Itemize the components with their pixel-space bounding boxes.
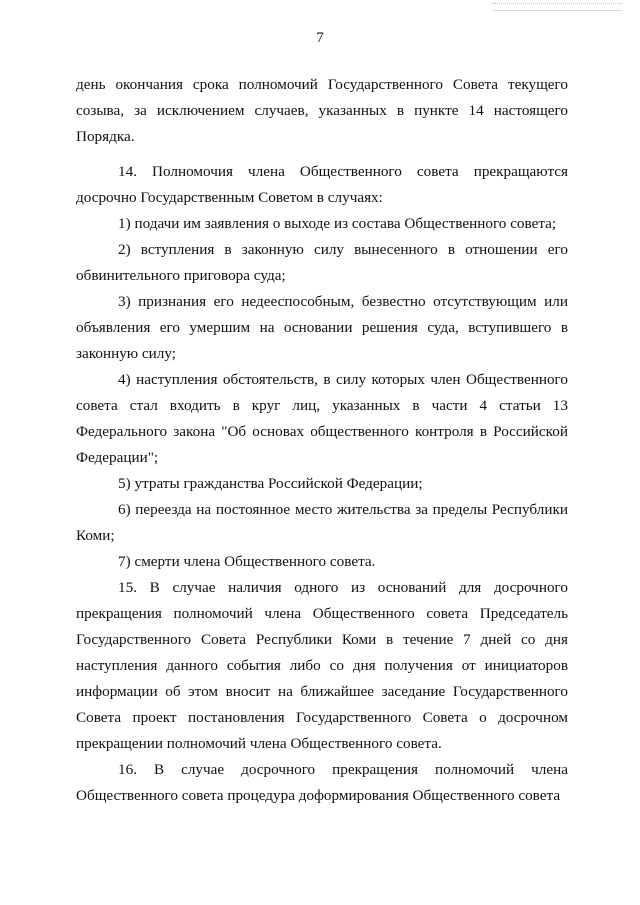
list-item-2: 2) вступления в законную силу вынесенного в отношении его обвинительного приговора суда; <box>76 241 568 284</box>
page-number: 7 <box>316 30 324 46</box>
list-item-6: 6) переезда на постоянное место жительства за пределы Республики Коми; <box>76 501 568 544</box>
list-item-5: 5) утраты гражданства Российской Федерации; <box>118 475 423 492</box>
paragraph-15: 15. В случае наличия одного из оснований для досрочного прекращения полномочий члена Общественного совета Председатель Государственного Совета Республики Коми в течение 7 дней со дня наступления данного события либо со дня получения от инициаторов информации об этом вносит на ближайшее заседание Государственного Совета проект постановления Государственного Совета о досрочном прекращении полномочий члена Общественного совета. <box>76 579 568 752</box>
paragraph-continuation: день окончания срока полномочий Государственного Совета текущего созыва, за исключением случаев, указанных в пункте 14 настоящего Порядка. <box>76 76 568 145</box>
list-item-3: 3) признания его недееспособным, безвестно отсутствующим или объявления его умершим на основании решения суда, вступившего в законную силу; <box>76 293 568 362</box>
header-stamp <box>492 3 622 11</box>
list-item-4: 4) наступления обстоятельств, в силу которых член Общественного совета стал входить в круг лиц, указанных в части 4 статьи 13 Федерального закона "Об основах общественного контроля в Российской Федерации"; <box>76 371 568 466</box>
document-body <box>76 72 568 809</box>
list-item-7: 7) смерти члена Общественного совета. <box>118 553 376 570</box>
paragraph-14: 14. Полномочия члена Общественного совета прекращаются досрочно Государственным Советом в случаях: <box>76 163 568 206</box>
list-item-1: 1) подачи им заявления о выходе из состава Общественного совета; <box>118 215 557 232</box>
paragraph-16: 16. В случае досрочного прекращения полномочий члена Общественного совета процедура доформирования Общественного совета <box>76 761 568 804</box>
